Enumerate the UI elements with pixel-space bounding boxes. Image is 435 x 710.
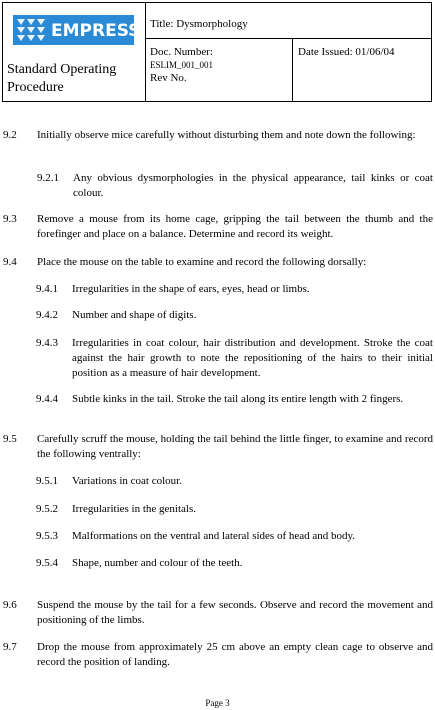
step-text: Remove a mouse from its home cage, gripping the tail between the thumb and the forefinger and place on a balance. Determine and record its weight. <box>37 213 433 240</box>
step-text: Malformations on the ventral and lateral sides of head and body. <box>72 530 356 542</box>
step-text: Drop the mouse from approximately 25 cm above an empty clean cage to observe and record the position of landing. <box>37 641 433 668</box>
logo-text: EMPRESS <box>51 21 134 41</box>
header-divider <box>292 39 293 101</box>
doc-number-block <box>150 45 213 85</box>
step-text: Number and shape of digits. <box>72 309 197 321</box>
header-divider <box>145 3 146 101</box>
step-number: 9.4.3 <box>36 337 58 349</box>
step-number: 9.5.1 <box>36 475 58 487</box>
step-text: Carefully scruff the mouse, holding the tail behind the little finger, to examine and record the following ventrally: <box>37 433 433 460</box>
doc-number-value: ESLIM_001_001 <box>150 60 213 70</box>
step-number: 9.4.2 <box>36 309 58 321</box>
step-number: 9.5 <box>3 433 17 445</box>
empress-logo <box>13 15 134 45</box>
step-text: Subtle kinks in the tail. Stroke the tail along its entire length with 2 fingers. <box>72 393 404 405</box>
step-number: 9.5.4 <box>36 557 58 569</box>
step-number: 9.4.1 <box>36 283 58 295</box>
step-number: 9.5.2 <box>36 503 58 515</box>
page-number: Page 3 <box>205 698 230 708</box>
step-number: 9.4 <box>3 256 17 268</box>
step-text: Irregularities in the genitals. <box>72 503 197 515</box>
logo-graphic <box>13 15 134 45</box>
sop-label: Standard Operating Procedure <box>7 62 117 95</box>
step-number: 9.2.1 <box>37 172 59 184</box>
document-header <box>2 2 432 102</box>
step-number: 9.6 <box>3 599 17 611</box>
step-number: 9.5.3 <box>36 530 58 542</box>
step-text: Any obvious dysmorphologies in the physical appearance, tail kinks or coat colour. <box>73 172 433 199</box>
step-number: 9.3 <box>3 213 17 225</box>
step-number: 9.7 <box>3 641 17 653</box>
header-divider <box>145 38 431 39</box>
step-text: Irregularities in the shape of ears, eyes, head or limbs. <box>72 283 310 295</box>
document-title: Title: Dysmorphology <box>150 18 248 30</box>
step-text: Variations in coat colour. <box>72 475 182 487</box>
step-text: Shape, number and colour of the teeth. <box>72 557 243 569</box>
date-issued: Date Issued: 01/06/04 <box>298 46 395 58</box>
step-number: 9.4.4 <box>36 393 58 405</box>
doc-number-label: Doc. Number: <box>150 46 213 58</box>
step-text: Suspend the mouse by the tail for a few seconds. Observe and record the movement and positioning of the limbs. <box>37 599 433 626</box>
step-text: Initially observe mice carefully without disturbing them and note down the following: <box>37 129 416 141</box>
step-text: Irregularities in coat colour, hair distribution and development. Stroke the coat against the hair growth to note the repositioning of the hairs to their initial position as a measure of hair development. <box>72 337 433 379</box>
step-text: Place the mouse on the table to examine and record the following dorsally: <box>37 256 367 268</box>
step-number: 9.2 <box>3 129 17 141</box>
rev-label: Rev No. <box>150 72 187 84</box>
